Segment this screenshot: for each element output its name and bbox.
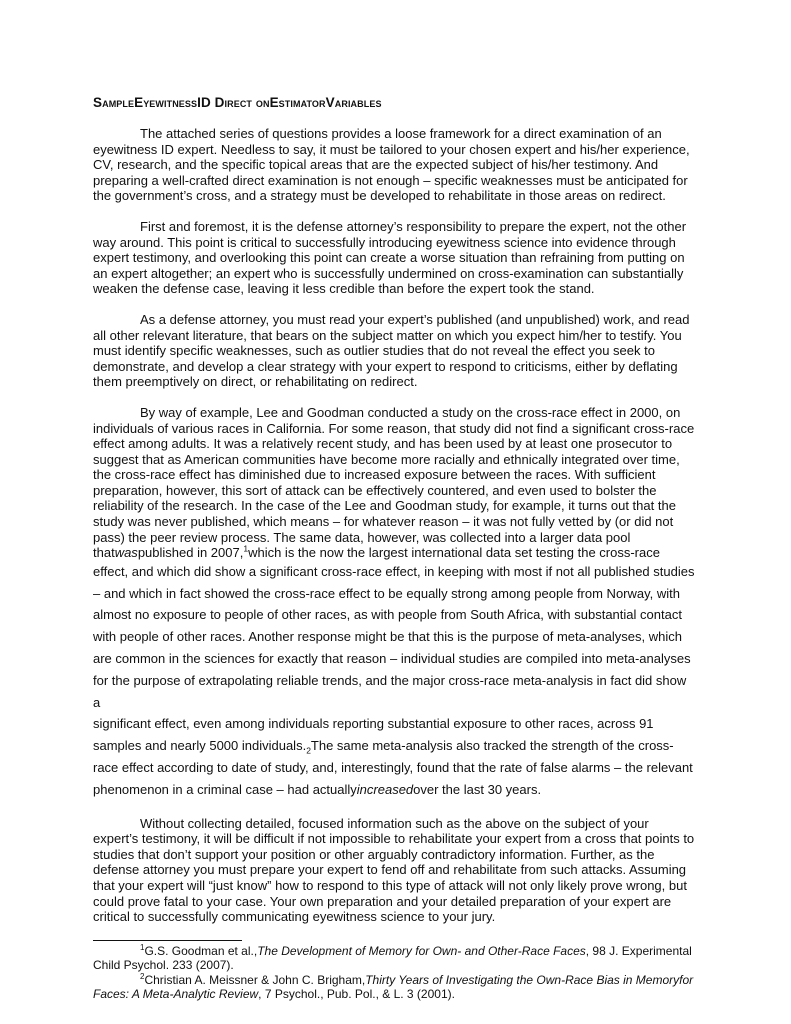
- paragraph-responsibility: First and foremost, it is the defense attorney’s responsibility to prepare the expert, not the other way around. This point is critical to successfully introducing eyewitness science into evidence through expert testimony, and overlooking this point can create a worse situation than refraining from putting on an expert altogether; an expert who is successfully undermined on cross-examination can substantially weaken the defense case, leaving it less credible than before the expert took the stand.: [93, 218, 687, 297]
- footnote-divider: [93, 940, 242, 941]
- text-meta: The same meta-analysis also tracked the strength of the cross-: [310, 738, 674, 754]
- document-title: SampleEyewitnessID Direct onEstimatorVariables: [93, 95, 382, 110]
- footnote-citation: , 98 J. Experimental Child Psychol. 233 (2007).: [93, 944, 692, 973]
- footnote-marker: 1: [140, 943, 145, 952]
- footnote-title: The Development of Memory for Own- and Other-Race Faces: [257, 944, 586, 958]
- footnote-marker: 2: [140, 971, 145, 981]
- document-body: [93, 95, 696, 925]
- text-published: published in 2007,: [137, 545, 244, 561]
- example-line-samples: [93, 735, 696, 757]
- example-line-increased: [93, 779, 696, 801]
- example-line-published: [93, 545, 696, 561]
- paragraph-conclusion: Without collecting detailed, focused information such as the above on the subject of your expert’s testimony, it will be difficult if not impossible to rehabilitate your expert from a cross that points to studies that don’t support your position or other arguably contradictory information. Further, as the defense attorney you must prepare your expert to fend off and rehabilitate from such attacks. Assuming that your expert will “just know” how to respond to this type of attack will not only likely prove wrong, but could prove fatal to your case. Your own preparation and your detailed preparation of your expert are critical to successfully communicating eyewitness science to your jury.: [93, 815, 695, 925]
- footnote-title: Thirty Years of Investigating the Own-Race Bias in Memoryfor Faces: A Meta-Analytic Review: [93, 972, 694, 1002]
- example-line: with people of other races. Another response might be that this is the purpose of meta-analyses, which: [93, 629, 682, 645]
- paragraph-intro: The attached series of questions provides a loose framework for a direct examination of an eyewitness ID expert. Needless to say, it must be tailored to your chosen expert and his/her experience, CV, research, and the specific topical areas that are the expected subject of his/her testimony. And preparing a well-crafted direct examination is not enough – specific weaknesses must be anticipated for the government’s cross, and a strategy must be developed to rehabilitate in those areas on redirect.: [93, 126, 690, 204]
- paragraph-example: [93, 405, 696, 801]
- footnote-ref-2[interactable]: 2: [306, 745, 311, 756]
- footnote-1: [93, 944, 696, 973]
- example-line: significant effect, even among individuals reporting substantial exposure to other races, across 91: [93, 716, 654, 732]
- footnote-author: G.S. Goodman et al.,: [144, 944, 258, 958]
- example-line: almost no exposure to people of other races, as with people from South Africa, with substantial contact: [93, 607, 682, 623]
- text-samples: samples and nearly 5000 individuals.: [93, 738, 307, 754]
- example-line: – and which in fact showed the cross-race effect to be equally strong among people from Norway, with: [93, 585, 680, 601]
- paragraph-literature: As a defense attorney, you must read your expert’s published (and unpublished) work, and read all other relevant literature, that bears on the subject matter on which you expect him/her to testify. You must identify specific weaknesses, such as outlier studies that do not reveal the effect you seek to demonstrate, and develop a clear strategy with your expert to respond to criticisms, either by deflating them preemptively on direct, or rehabilitating on redirect.: [93, 311, 690, 390]
- example-line: for the purpose of extrapolating reliable trends, and the major cross-race meta-analysis in fact did show a: [93, 672, 687, 710]
- emphasis-increased: increased: [356, 781, 414, 797]
- footnote-citation: , 7 Psychol., Pub. Pol., & L. 3 (2001).: [258, 987, 455, 1002]
- emphasis-was: was: [114, 545, 138, 561]
- footnote-2: [93, 973, 696, 1002]
- text-phenomenon: phenomenon in a criminal case – had actually: [93, 781, 357, 797]
- example-line: race effect according to date of study, and, interestingly, found that the rate of false alarms – the relevant: [93, 760, 693, 776]
- example-text-main: By way of example, Lee and Goodman conducted a study on the cross-race effect in 2000, on individuals of various races in California. For some reason, that study did not find a significant cross-race effect among adults. It was a relatively recent study, and has been used by at least one prosecutor to suggest that as American communities have become more racially and ethnically integrated over time, the cross-race effect has diminished due to increased exposure between the races. With sufficient preparation, however, this sort of attack can be effectively countered, and even used to bolster the reliability of the research. In the case of the Lee and Goodman study, for example, it turns out that the study was never published, which means – for whatever reason – it was not fully vetted by (or did not pass) the peer review process. The same data, however, was collected into a larger data pool: [93, 404, 695, 545]
- example-line: effect, and which did show a significant cross-race effect, in keeping with most if not all published studies: [93, 563, 695, 579]
- text-years: over the last 30 years.: [413, 781, 542, 797]
- example-line: are common in the sciences for exactly that reason – individual studies are compiled into meta-analyses: [93, 651, 691, 667]
- footnotes: [93, 940, 696, 1002]
- footnote-author: Christian A. Meissner & John C. Brigham,: [144, 972, 366, 987]
- text-that: that: [93, 545, 115, 561]
- footnote-ref-1[interactable]: 1: [243, 543, 249, 554]
- text-dataset: which is the now the largest international data set testing the cross-race: [248, 545, 660, 561]
